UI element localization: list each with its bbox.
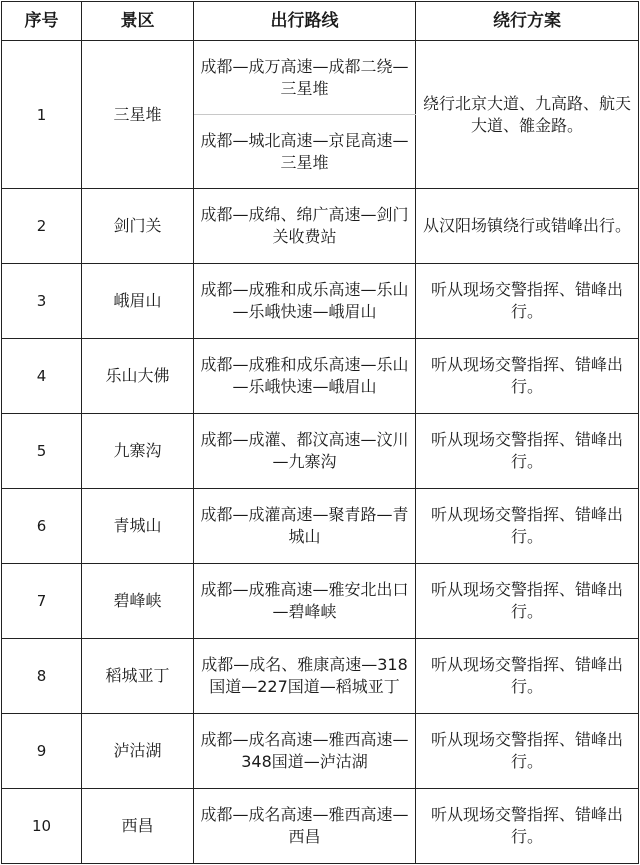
- table-row: [2, 339, 639, 414]
- scenic-name: 三星堆: [82, 41, 194, 189]
- detour-plan-cell: 听从现场交警指挥、错峰出行。: [416, 264, 639, 339]
- row-number: 4: [2, 339, 82, 414]
- row-number: 8: [2, 639, 82, 714]
- detour-plan-cell: 听从现场交警指挥、错峰出行。: [416, 564, 639, 639]
- detour-plan-cell: 听从现场交警指挥、错峰出行。: [416, 789, 639, 864]
- table-row: [2, 189, 639, 264]
- table-row: [2, 414, 639, 489]
- row-number: 1: [2, 41, 82, 189]
- route-cell: 成都—成雅和成乐高速—乐山—乐峨快速—峨眉山: [194, 264, 416, 339]
- scenic-name: 泸沽湖: [82, 714, 194, 789]
- header-route: 出行路线: [194, 2, 416, 41]
- travel-route-table: [1, 1, 639, 864]
- table-row: [2, 639, 639, 714]
- detour-plan-cell: 听从现场交警指挥、错峰出行。: [416, 639, 639, 714]
- scenic-name: 乐山大佛: [82, 339, 194, 414]
- route-cell: 成都—成名、雅康高速—318国道—227国道—稻城亚丁: [194, 639, 416, 714]
- detour-plan-cell: 从汉阳场镇绕行或错峰出行。: [416, 189, 639, 264]
- scenic-name: 剑门关: [82, 189, 194, 264]
- table-row: [2, 789, 639, 864]
- scenic-name: 青城山: [82, 489, 194, 564]
- route-cell: 成都—成雅高速—雅安北出口—碧峰峡: [194, 564, 416, 639]
- row-number: 3: [2, 264, 82, 339]
- row-number: 10: [2, 789, 82, 864]
- row-number: 2: [2, 189, 82, 264]
- detour-plan-cell: 听从现场交警指挥、错峰出行。: [416, 489, 639, 564]
- scenic-name: 稻城亚丁: [82, 639, 194, 714]
- route-cell: 成都—成名高速—雅西高速—348国道—泸沽湖: [194, 714, 416, 789]
- scenic-name: 西昌: [82, 789, 194, 864]
- header-row: [2, 2, 639, 41]
- row-number: 6: [2, 489, 82, 564]
- header-detour: 绕行方案: [416, 2, 639, 41]
- route-cell: 成都—成灌高速—聚青路—青城山: [194, 489, 416, 564]
- detour-plan-cell: 绕行北京大道、九高路、航天大道、雒金路。: [416, 41, 639, 189]
- scenic-name: 峨眉山: [82, 264, 194, 339]
- row-number: 7: [2, 564, 82, 639]
- route-cell: 成都—城北高速—京昆高速—三星堆: [194, 115, 416, 189]
- scenic-name: 九寨沟: [82, 414, 194, 489]
- detour-plan-cell: 听从现场交警指挥、错峰出行。: [416, 414, 639, 489]
- row-number: 9: [2, 714, 82, 789]
- detour-plan-cell: 听从现场交警指挥、错峰出行。: [416, 714, 639, 789]
- row-number: 5: [2, 414, 82, 489]
- route-cell: 成都—成名高速—雅西高速—西昌: [194, 789, 416, 864]
- header-scenic: 景区: [82, 2, 194, 41]
- table-row: [2, 564, 639, 639]
- table-row: [2, 714, 639, 789]
- header-no: 序号: [2, 2, 82, 41]
- table-row: [2, 489, 639, 564]
- scenic-name: 碧峰峡: [82, 564, 194, 639]
- table-row: [2, 41, 639, 115]
- route-cell: 成都—成灌、都汶高速—汶川—九寨沟: [194, 414, 416, 489]
- route-cell: 成都—成万高速—成都二绕—三星堆: [194, 41, 416, 115]
- detour-plan-cell: 听从现场交警指挥、错峰出行。: [416, 339, 639, 414]
- route-cell: 成都—成雅和成乐高速—乐山—乐峨快速—峨眉山: [194, 339, 416, 414]
- route-cell: 成都—成绵、绵广高速—剑门关收费站: [194, 189, 416, 264]
- table-row: [2, 264, 639, 339]
